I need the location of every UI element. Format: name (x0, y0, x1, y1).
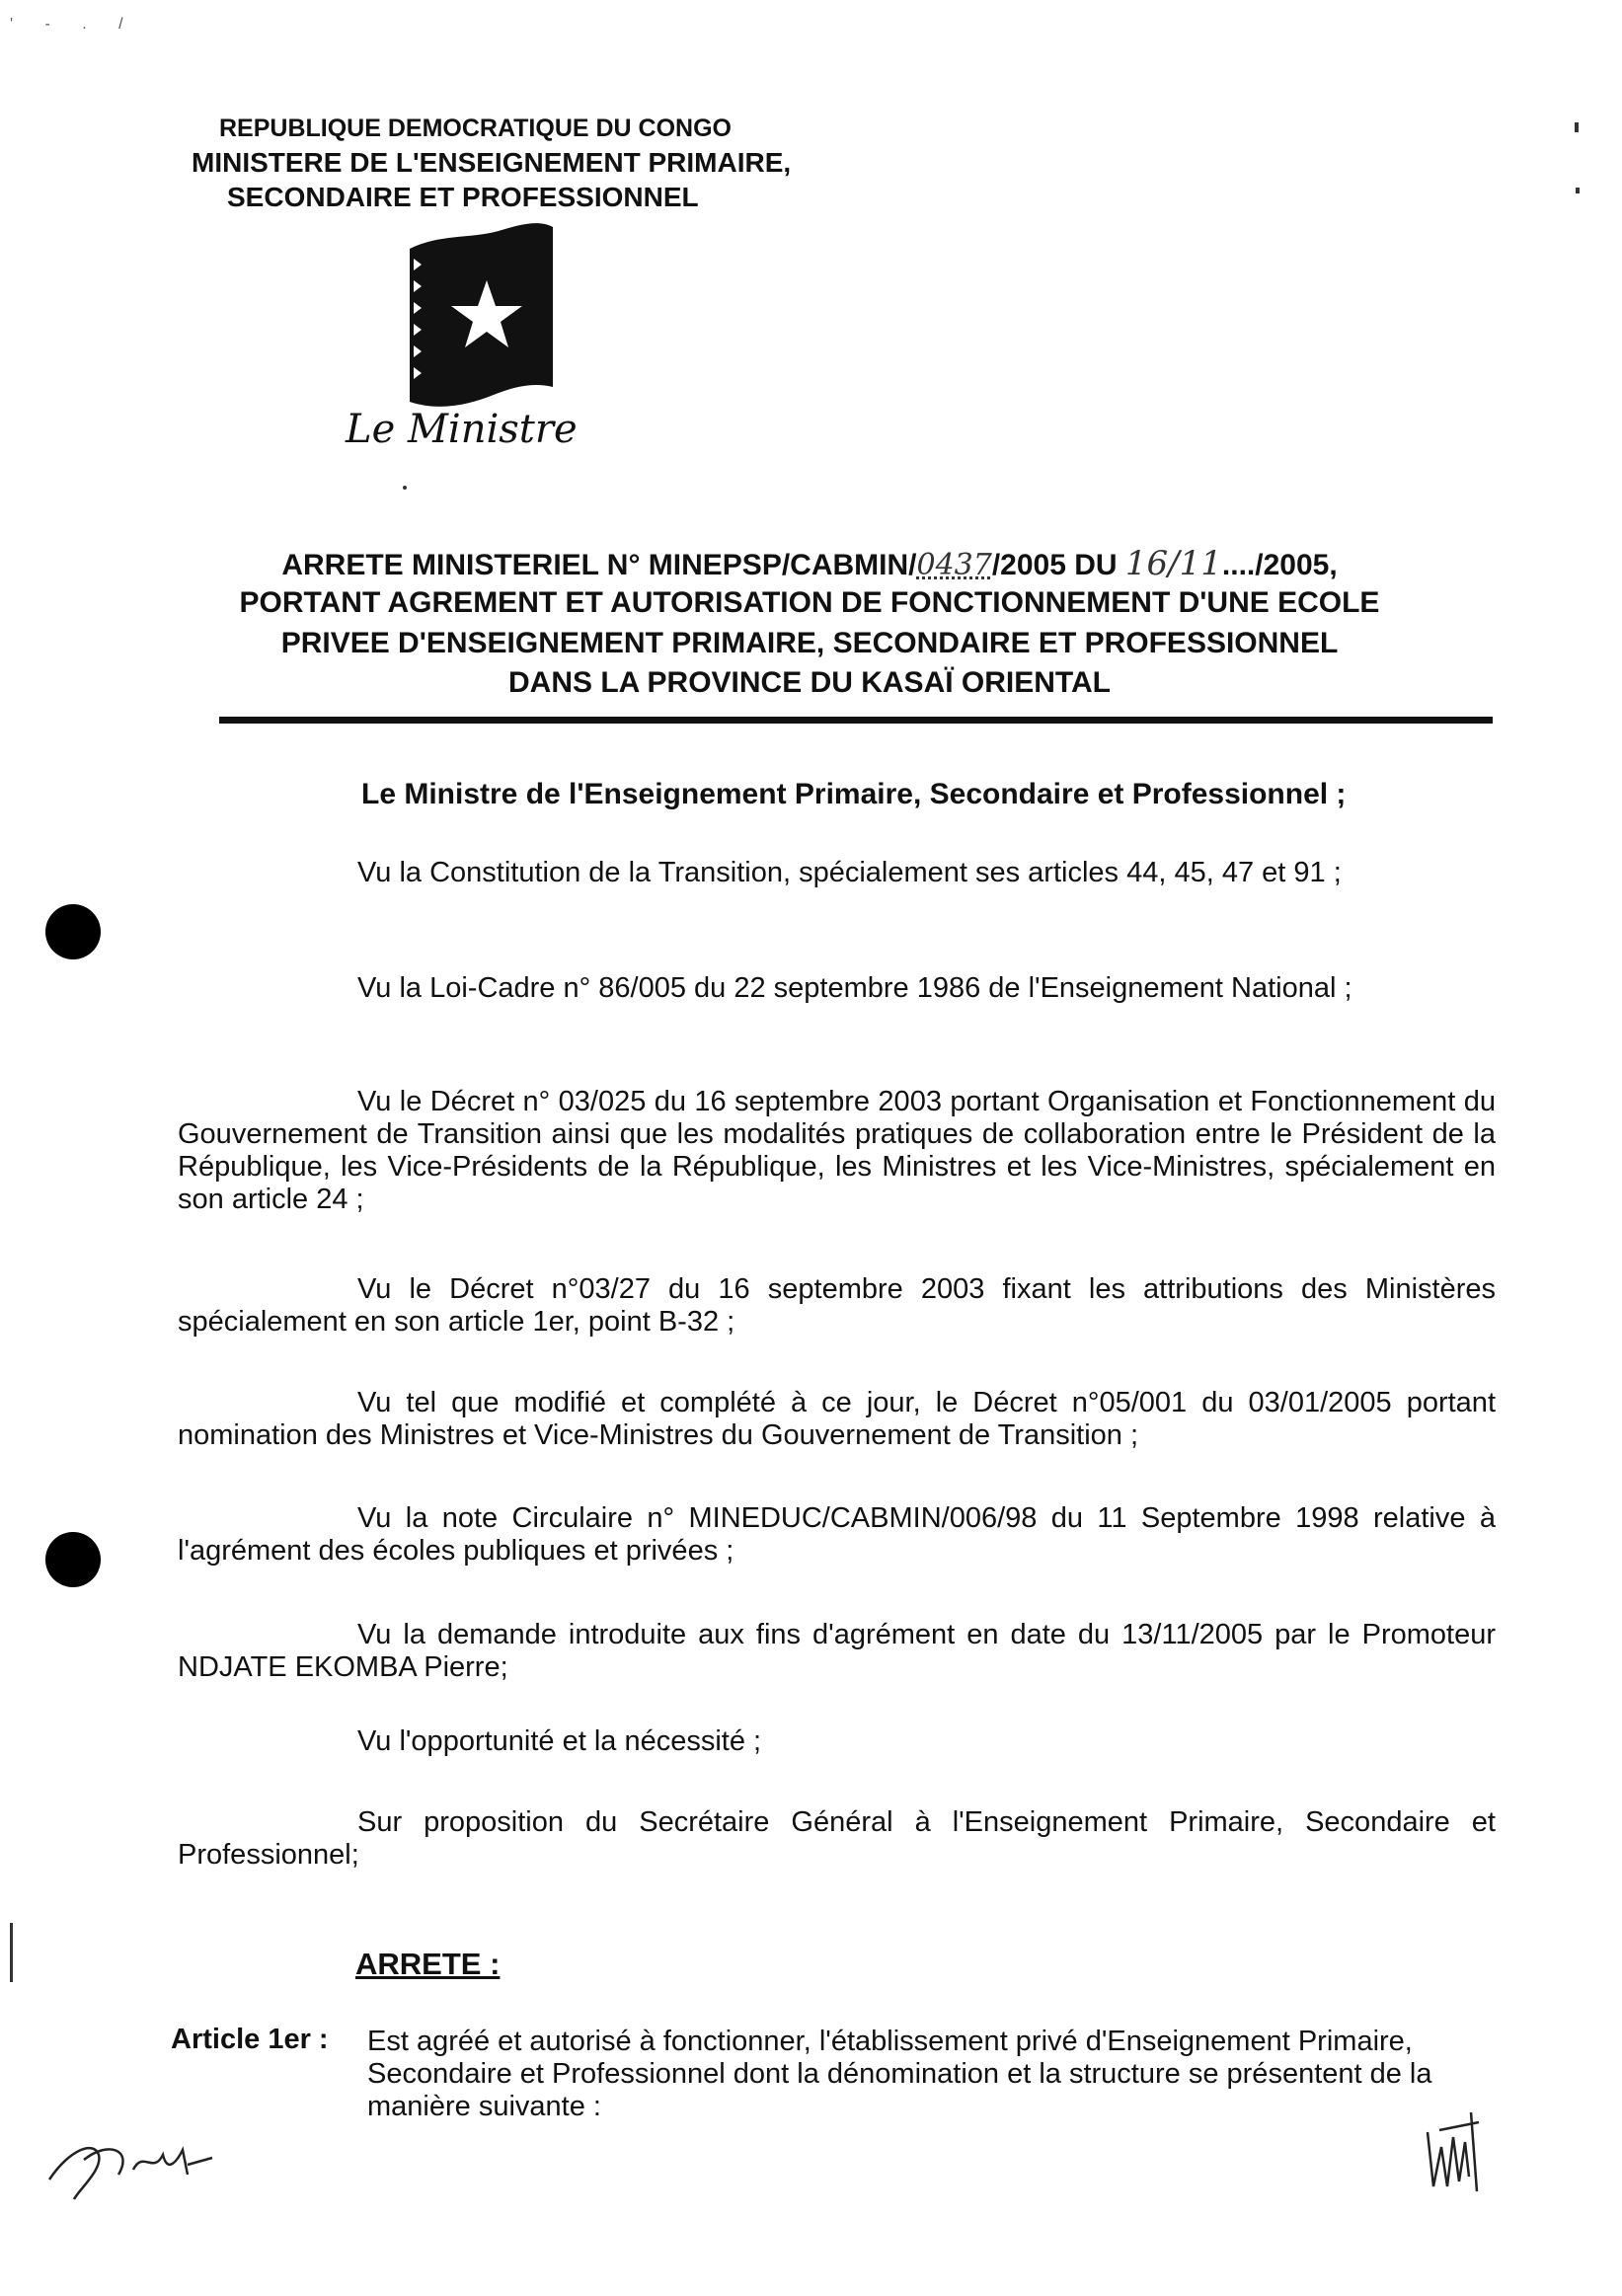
decree-number-suffix: ..../2005, (1221, 549, 1338, 581)
decree-date-handwritten: 16/11 (1124, 544, 1222, 583)
margin-line (10, 1923, 13, 1982)
consideration-3: Vu le Décret n° 03/025 du 16 septembre 2003 portant Organisation et Fonctionnement du Gouvernement de Transition ainsi que les modalités pratiques de collaboration entre le Président de la République, les Vice-Présidents de la République, les Ministres et les Vice-Ministres, spécialement en son article 24 ; (178, 1086, 1496, 1215)
minister-heading: Le Ministre de l'Enseignement Primaire, Secondaire et Professionnel ; (361, 778, 1347, 810)
margin-mark (1575, 122, 1579, 132)
consideration-5: Vu tel que modifié et complété à ce jour, le Décret n°05/001 du 03/01/2005 portant nomination des Ministres et Vice-Ministres du Gouvernement de Transition ; (178, 1387, 1496, 1451)
consideration-4: Vu le Décret n°03/27 du 16 septembre 2003 fixant les attributions des Ministères spécialement en son article 1er, point B-32 ; (178, 1273, 1496, 1338)
ministry-line-1: MINISTERE DE L'ENSEIGNEMENT PRIMAIRE, (192, 147, 792, 178)
decree-number-line (128, 544, 1491, 585)
consideration-9: Sur proposition du Secrétaire Général à l'Enseignement Primaire, Secondaire et Professionnel; (178, 1806, 1496, 1871)
decree-number-prefix: ARRETE MINISTERIEL N° MINEPSP/CABMIN/ (281, 549, 917, 581)
paraph-left-mark (39, 2120, 227, 2209)
consideration-2: Vu la Loi-Cadre n° 86/005 du 22 septembre 1986 de l'Enseignement National ; (357, 972, 1352, 1004)
consideration-6: Vu la note Circulaire n° MINEDUC/CABMIN/006/98 du 11 Septembre 1998 relative à l'agrément des écoles publiques et privées ; (178, 1502, 1496, 1567)
arrete-heading: ARRETE : (355, 1947, 501, 1981)
decree-number-handwritten: 0437 (916, 548, 992, 582)
flag-star-emblem (400, 219, 558, 421)
decree-number-mid: /2005 DU (991, 549, 1125, 581)
scan-marks: ' - . / (10, 16, 137, 33)
decree-title-line-2: PORTANT AGREMENT ET AUTORISATION DE FONCTIONNEMENT D'UNE ECOLE (239, 586, 1380, 619)
signature-title: Le Ministre (346, 407, 578, 452)
punch-hole (45, 904, 101, 959)
margin-mark (1576, 188, 1580, 193)
paraph-right-mark (1420, 2103, 1499, 2201)
article-1-label: Article 1er : (171, 2024, 329, 2055)
article-1-text: Est agréé et autorisé à fonctionner, l'établissement privé d'Enseignement Primaire, Secondaire et Professionnel dont la dénomination et la structure se présentent de la manière suivante : (367, 2026, 1432, 2122)
decree-title-line-3: PRIVEE D'ENSEIGNEMENT PRIMAIRE, SECONDAIRE ET PROFESSIONNEL (280, 627, 1339, 659)
punch-hole (45, 1532, 101, 1587)
ministry-line-2: SECONDAIRE ET PROFESSIONNEL (227, 182, 699, 212)
decree-title-line-4: DANS LA PROVINCE DU KASAÏ ORIENTAL (507, 666, 1112, 699)
title-rule (219, 717, 1493, 724)
consideration-1: Vu la Constitution de la Transition, spécialement ses articles 44, 45, 47 et 91 ; (357, 857, 1342, 888)
consideration-7: Vu la demande introduite aux fins d'agrément en date du 13/11/2005 par le Promoteur NDJATE EKOMBA Pierre; (178, 1619, 1496, 1683)
small-dot (403, 486, 407, 490)
country-name: REPUBLIQUE DEMOCRATIQUE DU CONGO (219, 115, 732, 142)
consideration-8: Vu l'opportunité et la nécessité ; (357, 1725, 762, 1757)
